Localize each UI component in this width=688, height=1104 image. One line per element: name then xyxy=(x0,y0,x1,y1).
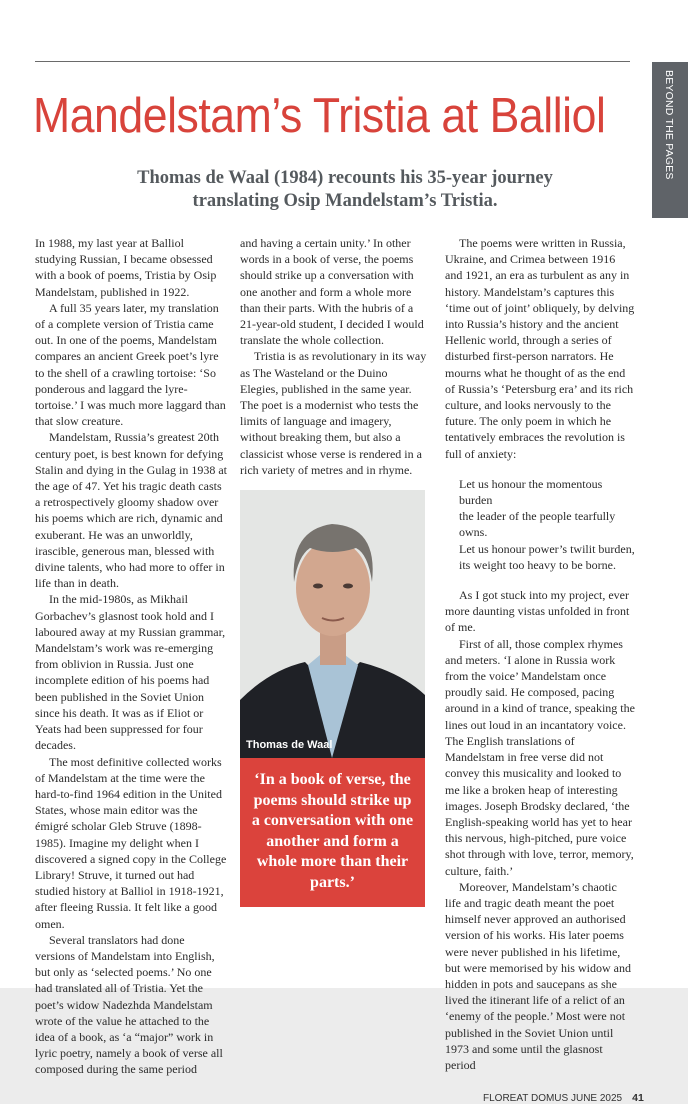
paragraph: The poems were written in Russia, Ukraine, and Crimea between 1916 and 1921, an era as turbulent as any in history. Mandelstam’s captures this ‘time out of joint’ obliquely, by delving into Russia’s history and the ancient Hellenic world, through a series of disturbed first-person narrators. He mourns what he thought of as the end of Russia’s ‘Petersburg era’ and its rich culture, and looks nervously to the future. The only poem in which he tentatively embraces the revolution is full of anxiety: xyxy=(445,236,635,461)
paragraph: First of all, those complex rhymes and meters. ‘I alone in Russia work from the voice’ Mandelstam once proudly said. He composed, pacing around in a kind of trance, speaking the lines out loud in an incantatory voice. The English translations of Mandelstam in free verse did not convey this musicality and looked to me like a broken heap of interesting images. Joseph Brodsky declared, ‘the English-speaking world has yet to hear this nervous, high-pitched, pure voice shot through with love, terror, memory, culture, faith.’ xyxy=(445,636,635,878)
paragraph: Moreover, Mandelstam’s chaotic life and tragic death meant the poet himself never approved an authorised version of his works. His later poems were never published in his lifetime, but were memorised by his widow and hidden in pots and saucepans as she lived the itinerant life of a relict of an ‘enemy of the people.’ Most were not published in the Soviet Union until 1973 and some until the glasnost period xyxy=(445,879,631,1072)
portrait-illustration xyxy=(240,490,425,758)
paragraph: In the mid-1980s, as Mikhail Gorbachev’s glasnost took hold and I laboured away at my Russian grammar, Mandelstam’s work was re-emerging from oblivion in Russia. Just one incomplete edition of his poems had been published in the Soviet Union since his death. It was as if Eliot or Yeats had been suppressed for four decades. xyxy=(35,592,226,753)
column-1 xyxy=(35,235,227,1078)
page-footer xyxy=(35,1091,644,1104)
column-2 xyxy=(240,235,428,907)
poem-excerpt xyxy=(459,476,635,573)
paragraph: and having a certain unity.’ In other words in a book of verse, the poems should strike up a conversation with one another and form a whole more than their parts. With the hubris of a 21-year-old student, I decided I would translate the whole collection. xyxy=(240,236,424,348)
paragraph: Tristia is as revolutionary in its way as The Wasteland or the Duino Elegies, published in the same year. The poet is a modernist who tests the limits of language and imagery, without breaking them, but also a classicist whose verse is rendered in a rich variety of metres and in rhyme. xyxy=(240,349,427,477)
paragraph: As I got stuck into my project, ever more daunting vistas unfolded in front of me. xyxy=(445,588,630,635)
paragraph: The most definitive collected works of Mandelstam at the time were the hard-to-find 1964 edition in the United States, whose main editor was the émigré scholar Gleb Struve (1898-1985). Imagine my delight when I discovered a signed copy in the College Library! Struve, it turned out had studied history at Balliol in 1918-1921, after fleeing Russia. It felt like a good omen. xyxy=(35,754,227,931)
columns xyxy=(35,235,635,1078)
section-tab xyxy=(652,62,688,218)
pull-quote: ‘In a book of verse, the poems should strike up a conversation with one another and form a whole more than their parts.’ xyxy=(240,758,425,907)
paragraph: Mandelstam, Russia’s greatest 20th century poet, is best known for defying Stalin and dying in the Gulag in 1938 at the age of 47. Yet his tragic death casts a retrospectively gloomy shadow over his poems which are rich, dynamic and exuberant. He was an unworldly, irascible, generous man, blessed with divine talents, who had more to offer in life than in death. xyxy=(35,430,227,591)
paragraph: In 1988, my last year at Balliol studying Russian, I became obsessed with a book of poems, Tristia by Osip Mandelstam, published in 1922. xyxy=(35,236,217,299)
poem-line: Let us honour power’s twilit burden, xyxy=(459,541,635,556)
poem-line: Let us honour the momentous burden xyxy=(459,476,603,508)
poem-line: the leader of the people tearfully owns. xyxy=(459,509,616,540)
section-tab-label: BEYOND THE PAGES xyxy=(663,70,675,180)
paragraph: Several translators had done versions of Mandelstam into English, but only as ‘selected poems.’ No one had translated all of Tristia. Yet the poet’s widow Nadezhda Mandelstam wrote of the value he attached to the idea of a book, as ‘a “major” work in lyric poetry, namely a book of verse all composed during the same period xyxy=(35,932,223,1077)
top-rule xyxy=(35,61,630,62)
column-3 xyxy=(445,235,635,1073)
article-title: Mandelstam’s Tristia at Balliol xyxy=(33,89,606,143)
article-body xyxy=(35,235,644,1104)
paragraph: A full 35 years later, my translation of a complete version of Tristia came out. In one of the poems, Mandelstam compares an ancient Greek poet’s lyre to the shell of a crawling tortoise: ‘So ponderous and laggard the lyre-tortoise.’ I was much more laggard than that slow creature. xyxy=(35,300,226,429)
page-number: 41 xyxy=(632,1091,644,1104)
poem-line: its weight too heavy to be borne. xyxy=(459,557,616,572)
photo-caption: Thomas de Waal xyxy=(246,738,333,751)
publication-info: FLOREAT DOMUS JUNE 2025 xyxy=(483,1092,623,1104)
author-photo xyxy=(240,490,425,758)
article-subtitle: Thomas de Waal (1984) recounts his 35-year journey translating Osip Mandelstam’s Tristia. xyxy=(137,168,553,211)
